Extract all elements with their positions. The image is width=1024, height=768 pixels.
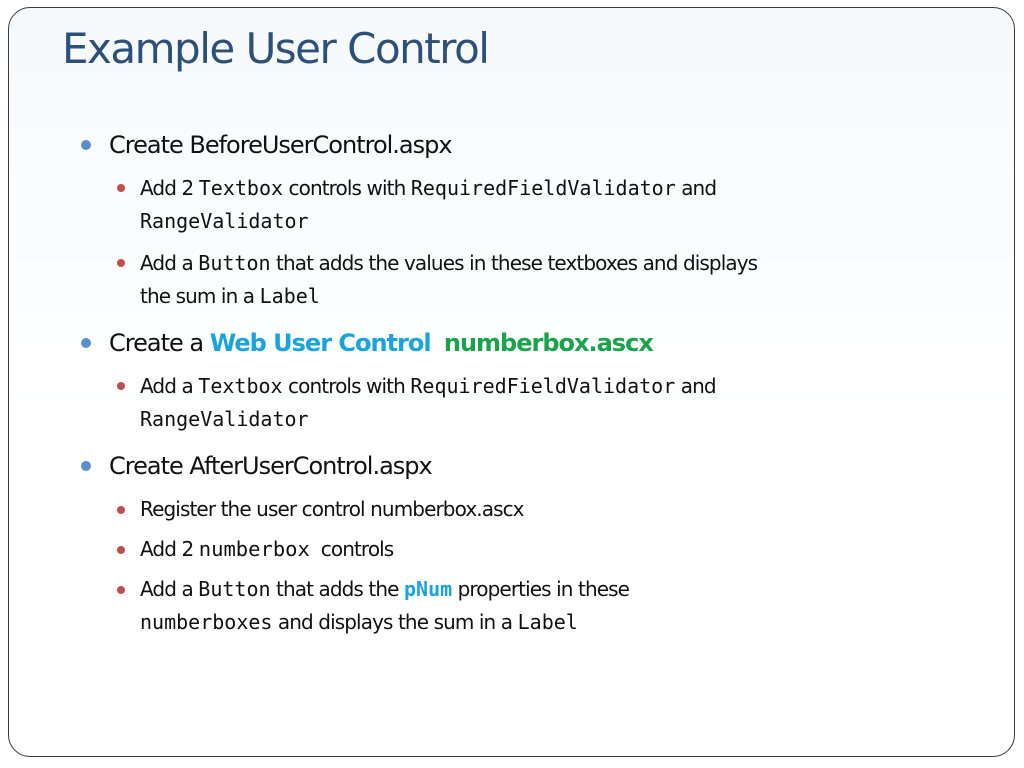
sub-item-register-control: Register the user control numberbox.ascx <box>140 497 524 521</box>
bullet-dot-icon <box>81 461 91 471</box>
bullet-dot-icon <box>81 140 91 150</box>
sub-bullet-dot-icon <box>117 586 125 594</box>
sub-item-add-textboxes: Add 2 Textbox controls with RequiredFieldValidator and RangeValidator <box>140 176 717 233</box>
sub-bullet-dot-icon <box>117 546 125 554</box>
bullet-item-web-user-control: Create a Web User Control numberbox.ascx <box>109 329 653 357</box>
sub-bullet-dot-icon <box>117 259 125 267</box>
sub-item-add-button: Add a Button that adds the values in these textboxes and displays the sum in a Label <box>140 251 758 308</box>
sub-bullet-dot-icon <box>117 382 125 390</box>
bullet-item-before-user-control: Create BeforeUserControl.aspx <box>109 131 452 159</box>
sub-item-add-textbox: Add a Textbox controls with RequiredFieldValidator and RangeValidator <box>140 374 716 431</box>
bullet-dot-icon <box>81 338 91 348</box>
bullet-item-after-user-control: Create AfterUserControl.aspx <box>109 452 432 480</box>
sub-bullet-dot-icon <box>117 506 125 514</box>
slide-title: Example User Control <box>62 24 489 73</box>
sub-item-add-numberbox: Add 2 numberbox controls <box>140 537 394 561</box>
sub-item-add-pnum-button: Add a Button that adds the pNum properties in these numberboxes and displays the sum in a Label <box>140 577 630 634</box>
sub-bullet-dot-icon <box>117 184 125 192</box>
